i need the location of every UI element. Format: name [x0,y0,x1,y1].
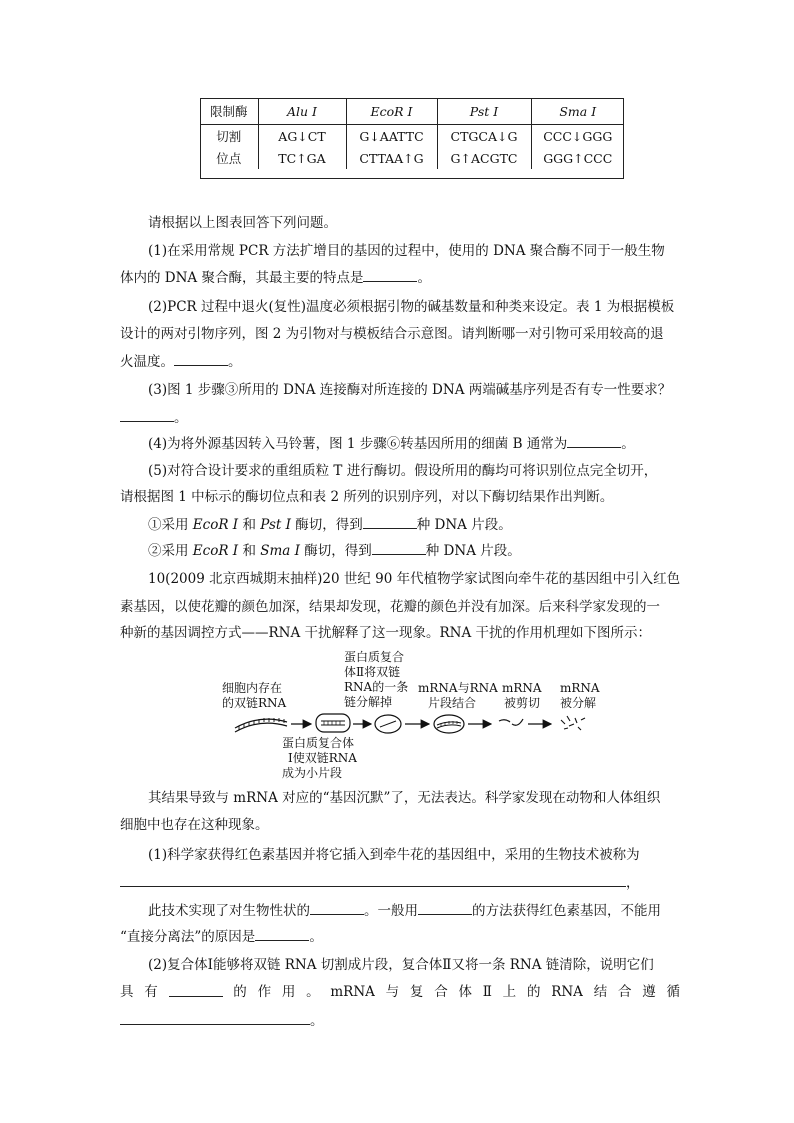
sub-text: 酶切，得到 [304,543,372,559]
sub-text: 种 DNA 片段。 [425,543,521,559]
double-strand-rna-icon [235,718,287,732]
answer-blank [310,900,364,915]
question-text: “直接分离法”的原因是 [120,929,256,945]
table-header-cell: Pst Ⅰ [437,98,531,125]
word: 有 [144,984,158,1000]
complex-one-icon [316,714,350,732]
enzyme-name: EcoR Ⅰ [192,543,239,559]
sub-question-1-line1: (1)科学家获得红色素基因并将它插入到牵牛花的基因组中，采用的生物技术被称为 [148,847,640,863]
answer-blank [418,900,472,915]
punctuation: 。 [309,929,323,945]
label-degraded: mRNA 被分解 [560,681,600,710]
word: mRNA [330,984,375,1000]
question-text: 的方法获得红色素基因，不能用 [472,903,661,919]
table-cell: AG↓CT [258,125,346,148]
question-2-line3 [120,351,680,372]
label-complex-2: 蛋白质复合 体Ⅱ将双链 RNA的一条 链分解掉 [344,650,409,709]
word: 循 [666,984,680,1000]
table-row [200,125,624,148]
table-cell: CTTAA↑G [346,147,437,169]
word: 合 [617,984,632,1000]
table-cell: TC↑GA [258,147,346,169]
question-5-sub1 [148,514,708,535]
word: 。 [306,984,320,1000]
word: 具 [120,984,134,1000]
question-text: 。一般用 [364,903,418,919]
table-header-row [200,98,624,125]
table-header-cell: Alu Ⅰ [258,98,346,125]
punctuation: 。 [174,410,188,426]
sub-question-1-line3 [148,900,708,921]
problem-10-line2: 素基因，以使花瓣的颜色加深，结果却发现，花瓣的颜色并没有加深。后来科学家发现的一 [120,599,660,615]
question-2-line2: 设计的两对引物序列，图 2 为引物对与模板结合示意图。请判断哪一对引物可采用较高的退 [120,326,664,342]
word: 合 [434,984,448,1000]
table-row [200,147,624,169]
punctuation: 。 [417,270,431,286]
label-cut: mRNA 被剪切 [502,681,542,710]
sub-text: 酶切，得到 [295,517,363,533]
table-header-cell: Sma Ⅰ [531,98,624,125]
word: Ⅱ [482,984,492,1000]
enzyme-name: Sma Ⅰ [260,543,300,559]
question-5-line1: (5)对符合设计要求的重组质粒 T 进行酶切。假设所用的酶均可将识别位点完全切开， [148,463,658,479]
word: 与 [385,984,400,1000]
answer-blank [567,433,621,448]
word: 复 [409,984,424,1000]
question-text: 此技术实现了对生物性状的 [148,903,310,919]
sub-question-1-line4 [120,926,680,947]
word: 的 [233,984,247,1000]
answer-blank [174,351,228,366]
intro-text: 请根据以上图表回答下列问题。 [148,215,337,231]
question-4-line [148,433,708,454]
sub-text: 种 DNA 片段。 [416,517,512,533]
answer-blank [169,982,223,997]
answer-blank [120,407,174,422]
word: 上 [502,984,517,1000]
table-cell: CCC↓GGG [531,125,624,148]
question-5-line2: 请根据图 1 中标示的酶切位点和表 2 所列的识别序列，对以下酶切结果作出判断。 [120,489,614,505]
table-header-cell: 限制酶 [200,98,258,125]
question-1-line2 [120,267,680,288]
punctuation: 。 [621,436,635,452]
answer-blank [120,1010,310,1025]
label-binding: mRNA与RNA 片段结合 [418,681,498,710]
problem-10-line1: 10(2009 北京西城期末抽样)20 世纪 90 年代植物学家试图向牵牛花的基因组中引入红色 [148,571,681,587]
table-cell: 位点 [216,151,242,166]
table-cell: CTGCA↓G [437,125,531,148]
table-cell: G↑ACGTC [437,147,531,169]
answer-blank [372,540,426,555]
punctuation: ， [626,875,640,891]
table-cell: GGG↑CCC [531,147,624,169]
sub-question-2-line2 [120,982,680,1002]
word: 用 [281,984,296,1000]
sub-question-2-line1: (2)复合体Ⅰ能够将双链 RNA 切割成片段，复合体Ⅱ又将一条 RNA 链清除，说明它们 [148,957,654,973]
punctuation: 。 [310,1013,324,1029]
complex-two-icon [375,715,401,733]
sub-text: 和 [242,517,261,533]
word: 作 [257,984,272,1000]
answer-blank [363,514,417,529]
problem-10-line3: 种新的基因调控方式——RNA 干扰解释了这一现象。RNA 干扰的作用机理如下图所示： [120,625,652,641]
sub-question-1-line2 [120,872,680,893]
sub-text: ②采用 [148,543,193,559]
punctuation: 。 [228,354,242,370]
enzyme-table [200,98,624,169]
question-1-text: 体内的 DNA 聚合酶，其最主要的特点是 [120,270,364,286]
table-cell: G↓AATTC [346,125,437,148]
enzyme-name: Pst Ⅰ [260,517,291,533]
sub-question-2-line3 [120,1010,680,1031]
question-1-line1: (1)在采用常规 PCR 方法扩增目的基因的过程中，使用的 DNA 聚合酶不同于一般生物 [148,243,665,259]
answer-blank [363,267,417,282]
table-header-cell: EcoR Ⅰ [346,98,437,125]
diagram-graphic [225,706,635,742]
after-line2: 细胞中也存在这种现象。 [120,817,269,833]
enzyme-name: EcoR Ⅰ [192,517,239,533]
cut-mrna-icon [499,719,523,725]
question-3-line2 [120,407,680,428]
word: 结 [593,984,608,1000]
question-3-line1: (3)图 1 步骤③所用的 DNA 连接酶对所连接的 DNA 两端碱基序列是否有专一性要求？ [148,382,672,398]
word: 体 [458,984,472,1000]
label-start: 细胞内存在 的双链RNA [222,681,287,710]
sub-text: 和 [242,543,261,559]
sub-text: ①采用 [148,517,193,533]
question-4-text: (4)为将外源基因转入马铃薯，图 1 步骤⑥转基因所用的细菌 B 通常为 [148,436,568,452]
degraded-fragments-icon [561,716,585,730]
after-line1: 其结果导致与 mRNA 对应的“基因沉默”了，无法表达。科学家发现在动物和人体组织 [148,790,661,806]
question-2-text: 火温度。 [120,354,174,370]
label-complex-1: 蛋白质复合体 Ⅰ使双链RNA 成为小片段 [282,736,357,780]
word: 遵 [642,984,656,1000]
answer-blank [120,872,626,887]
word: RNA [551,984,583,1000]
word: 的 [526,984,541,1000]
question-2-line1: (2)PCR 过程中退火(复性)温度必须根据引物的碱基数量和种类来设定。表 1 为根据模板 [148,299,675,315]
table-cell: 切割 [216,129,242,144]
mrna-binding-icon [434,715,464,733]
question-5-sub2 [148,540,708,561]
answer-blank [255,926,309,941]
